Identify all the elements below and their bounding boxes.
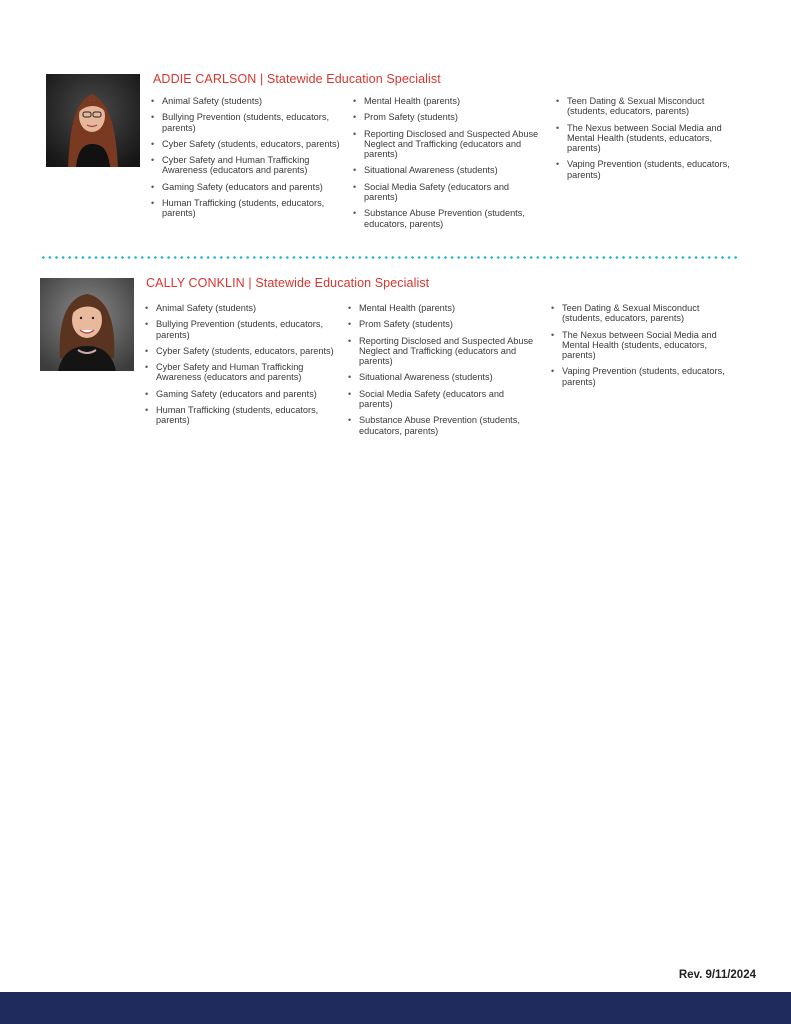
list-item: • Substance Abuse Prevention (students, educators, parents) (353, 208, 543, 229)
list-item: • Bullying Prevention (students, educators, parents) (151, 112, 341, 133)
list-item: • The Nexus between Social Media and Mental Health (students, educators, parents) (551, 330, 741, 361)
list-item: • Prom Safety (students) (353, 112, 543, 122)
topics-column-2 (348, 303, 538, 442)
list-item: • Reporting Disclosed and Suspected Abuse Neglect and Trafficking (educators and parents) (353, 129, 543, 160)
list-item: • Substance Abuse Prevention (students, educators, parents) (348, 415, 538, 436)
list-item: • Mental Health (parents) (353, 96, 543, 106)
list-item: • Teen Dating & Sexual Misconduct (students, educators, parents) (556, 96, 746, 117)
list-item: • Animal Safety (students) (145, 303, 335, 313)
list-item: • Social Media Safety (educators and parents) (348, 389, 538, 410)
topics-column-1 (151, 96, 341, 225)
list-item: • Animal Safety (students) (151, 96, 341, 106)
list-item: • Teen Dating & Sexual Misconduct (students, educators, parents) (551, 303, 741, 324)
profile-name-title (153, 72, 441, 86)
list-item: • Cyber Safety (students, educators, parents) (151, 139, 341, 149)
list-item: • Social Media Safety (educators and parents) (353, 182, 543, 203)
profile-name: ADDIE CARLSON (153, 72, 257, 86)
list-item: • Human Trafficking (students, educators, parents) (151, 198, 341, 219)
revision-date: Rev. 9/11/2024 (678, 969, 756, 981)
profile-name-title (146, 276, 429, 290)
topics-column-2 (353, 96, 543, 235)
list-item: • Gaming Safety (educators and parents) (145, 389, 335, 399)
topics-column-1 (145, 303, 335, 432)
list-item: • Vaping Prevention (students, educators, parents) (556, 159, 746, 180)
profile-role: Statewide Education Specialist (266, 72, 441, 86)
profile-photo (40, 278, 134, 371)
list-item: • Mental Health (parents) (348, 303, 538, 313)
list-item: • Cyber Safety and Human Trafficking Awareness (educators and parents) (151, 155, 341, 176)
profile-photo (46, 74, 140, 167)
list-item: • Situational Awareness (students) (348, 372, 538, 382)
topics-column-3 (556, 96, 746, 186)
list-item: • Bullying Prevention (students, educators, parents) (145, 319, 335, 340)
list-item: • Human Trafficking (students, educators, parents) (145, 405, 335, 426)
name-separator: | (248, 276, 252, 290)
topics-column-3 (551, 303, 741, 393)
list-item: • The Nexus between Social Media and Mental Health (students, educators, parents) (556, 123, 746, 154)
list-item: • Reporting Disclosed and Suspected Abuse Neglect and Trafficking (educators and parents) (348, 336, 538, 367)
profile-name: CALLY CONKLIN (146, 276, 245, 290)
list-item: • Vaping Prevention (students, educators, parents) (551, 366, 741, 387)
name-separator: | (259, 72, 264, 86)
list-item: • Gaming Safety (educators and parents) (151, 182, 341, 192)
list-item: • Situational Awareness (students) (353, 165, 543, 175)
dotted-divider (40, 256, 740, 259)
profile-role: Statewide Education Specialist (255, 276, 430, 290)
list-item: • Cyber Safety (students, educators, parents) (145, 346, 335, 356)
footer-bar (0, 992, 791, 1024)
list-item: • Cyber Safety and Human Trafficking Awareness (educators and parents) (145, 362, 335, 383)
list-item: • Prom Safety (students) (348, 319, 538, 329)
